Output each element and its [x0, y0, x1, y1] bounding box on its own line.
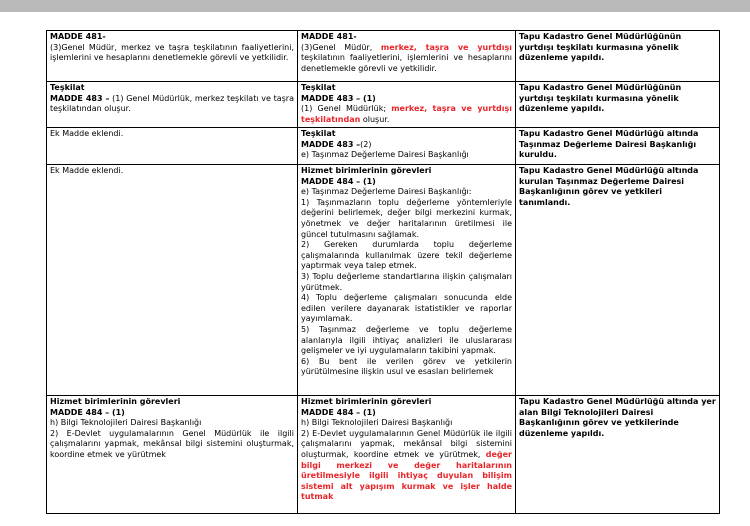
cell-paragraph: MADDE 481- [301, 32, 357, 41]
old-text-cell [47, 128, 298, 165]
cell-paragraph: h) Bilgi Teknolojileri Dairesi Başkanlığı [301, 418, 453, 428]
cell-paragraph: e) Taşınmaz Değerleme Dairesi Başkanlığı [301, 150, 469, 160]
note-cell [516, 396, 720, 514]
new-text-cell [298, 31, 516, 82]
old-text-cell [47, 396, 298, 514]
note-text: Tapu Kadastro Genel Müdürlüğü altında kurulan Taşınmaz Değerleme Dairesi Başkanlığının görev ve yetkileri tanımlandı. [519, 166, 699, 207]
note-cell [516, 31, 720, 82]
cell-paragraph: 2) E-Devlet uygulamalarının Genel Müdürlük ile ilgili çalışmalarını yapmak, mekânsal bilgi sistemini oluşturmak, koordine etmek ve yürütmek [50, 428, 294, 459]
highlighted-change: merkez, taşra ve yurtdışı teşkilatından [301, 104, 512, 124]
cell-paragraph: e) Taşınmaz Değerleme Dairesi Başkanlığı: [301, 187, 472, 197]
cell-paragraph: h) Bilgi Teknolojileri Dairesi Başkanlığı [50, 418, 202, 428]
cell-paragraph: Hizmet birimlerinin görevleri [50, 397, 181, 406]
text-span: teşkilatının faaliyetlerini, işlemlerini ve hesaplarını denetlemekle görevli ve yetkilidir. [301, 53, 512, 73]
cell-paragraph: Hizmet birimlerinin görevleri [301, 397, 432, 406]
cell-paragraph: Ek Madde eklendi. [50, 129, 124, 138]
cell-paragraph: 2) Gereken durumlarda toplu değerleme çalışmalarında kullanılmak üzere tekil değerleme yaptırmak veya talep etmek. [301, 240, 512, 271]
new-text-cell [298, 82, 516, 128]
text-span: (1) Genel Müdürlük; [301, 104, 392, 114]
table-row [47, 128, 720, 165]
table-row [47, 165, 720, 396]
note-text: Tapu Kadastro Genel Müdürlüğünün yurtdışı teşkilatı kurmasına yönelik düzenleme yapıldı. [519, 83, 682, 114]
new-text-cell [298, 396, 516, 514]
cell-paragraph: Teşkilat [301, 83, 336, 92]
cell-paragraph: Hizmet birimlerinin görevleri [301, 166, 432, 175]
text-span: MADDE 483 – [50, 93, 110, 103]
table-row [47, 31, 720, 82]
note-text: Tapu Kadastro Genel Müdürlüğünün yurtdışı teşkilatı kurmasına yönelik düzenleme yapıldı. [519, 32, 682, 63]
note-text: Tapu Kadastro Genel Müdürlüğü altında yer alan Bilgi Teknolojileri Dairesi Başkanlığının görev ve yetkilerinde düzenleme yapıldı. [519, 397, 716, 438]
cell-paragraph: Ek Madde eklendi. [50, 166, 124, 175]
text-span: (2) [360, 139, 372, 149]
old-text-cell [47, 82, 298, 128]
cell-paragraph [301, 140, 512, 151]
cell-paragraph: MADDE 483 – (1) [301, 93, 376, 103]
cell-paragraph: (3)Genel Müdür, merkez ve taşra teşkilatının faaliyetlerini, işlemlerini ve hesaplarını denetlemekle görevli ve yetkilidir. [50, 42, 294, 63]
note-text: Tapu Kadastro Genel Müdürlüğü altında Taşınmaz Değerleme Dairesi Başkanlığı kuruldu. [519, 129, 699, 160]
new-text-cell [298, 165, 516, 396]
cell-paragraph: 6) Bu bent ile verilen görev ve yetkilerin yürütülmesine ilişkin usul ve esasları belirlemek [301, 356, 512, 377]
cell-paragraph: MADDE 484 – (1) [301, 176, 376, 186]
note-cell [516, 128, 720, 165]
text-span: oluşur. [360, 114, 390, 124]
old-text-cell [47, 31, 298, 82]
cell-paragraph: MADDE 481- [50, 32, 106, 41]
new-text-cell [298, 128, 516, 165]
old-text-cell [47, 165, 298, 396]
cell-paragraph [301, 43, 512, 75]
top-gray-band [0, 0, 750, 12]
text-span: (1) Genel Müdürlük, merkez teşkilatı ve taşra teşkilatından oluşur. [50, 93, 294, 114]
cell-paragraph [301, 104, 512, 125]
comparison-table [46, 30, 720, 514]
text-span: MADDE 483 – [301, 139, 361, 149]
note-cell [516, 82, 720, 128]
cell-paragraph [301, 429, 512, 503]
cell-paragraph: Teşkilat [301, 129, 336, 138]
table-row [47, 82, 720, 128]
cell-paragraph: 4) Toplu değerleme çalışmaları sonucunda elde edilen verilere dayanarak istatistikler ve raporlar yayımlamak. [301, 293, 512, 324]
highlighted-change: değer bilgi merkezi ve değer haritalarının üretilmesiyle ilgili ihtiyaç duyulan bilişim sistemi alt yapışım kurmak ve işler halde tutmak [301, 449, 512, 502]
cell-paragraph: 1) Taşınmazların toplu değerleme yöntemleriyle değerini belirlemek, değer bilgi merkezini kurmak, yönetmek ve değer haritalarının üretilmesi ile güncel tutulmasını sağlamak. [301, 197, 512, 239]
note-cell [516, 165, 720, 396]
cell-paragraph: Teşkilat [50, 83, 85, 92]
table-row [47, 396, 720, 514]
text-span: (3)Genel Müdür, [301, 42, 381, 52]
cell-paragraph: 5) Taşınmaz değerleme ve toplu değerleme alanlarıyla ilgili ihtiyaç analizleri ile uluslararası gelişmeler ve iyi uygulamaların takibini yapmak. [301, 324, 512, 356]
highlighted-change: merkez, taşra ve yurtdışı [380, 42, 512, 52]
cell-paragraph: 3) Toplu değerleme standartlarına ilişkin çalışmaları yürütmek. [301, 271, 512, 292]
text-span: 2) E-Devlet uygulamalarının Genel Müdürlük ile ilgili çalışmalarını yapmak, mekânsal bilgi sistemini oluşturmak, koordine etmek ve yürütmek, [301, 428, 512, 459]
cell-paragraph: MADDE 484 – (1) [50, 407, 125, 417]
cell-paragraph: MADDE 484 – (1) [301, 407, 376, 417]
cell-paragraph [50, 94, 294, 115]
